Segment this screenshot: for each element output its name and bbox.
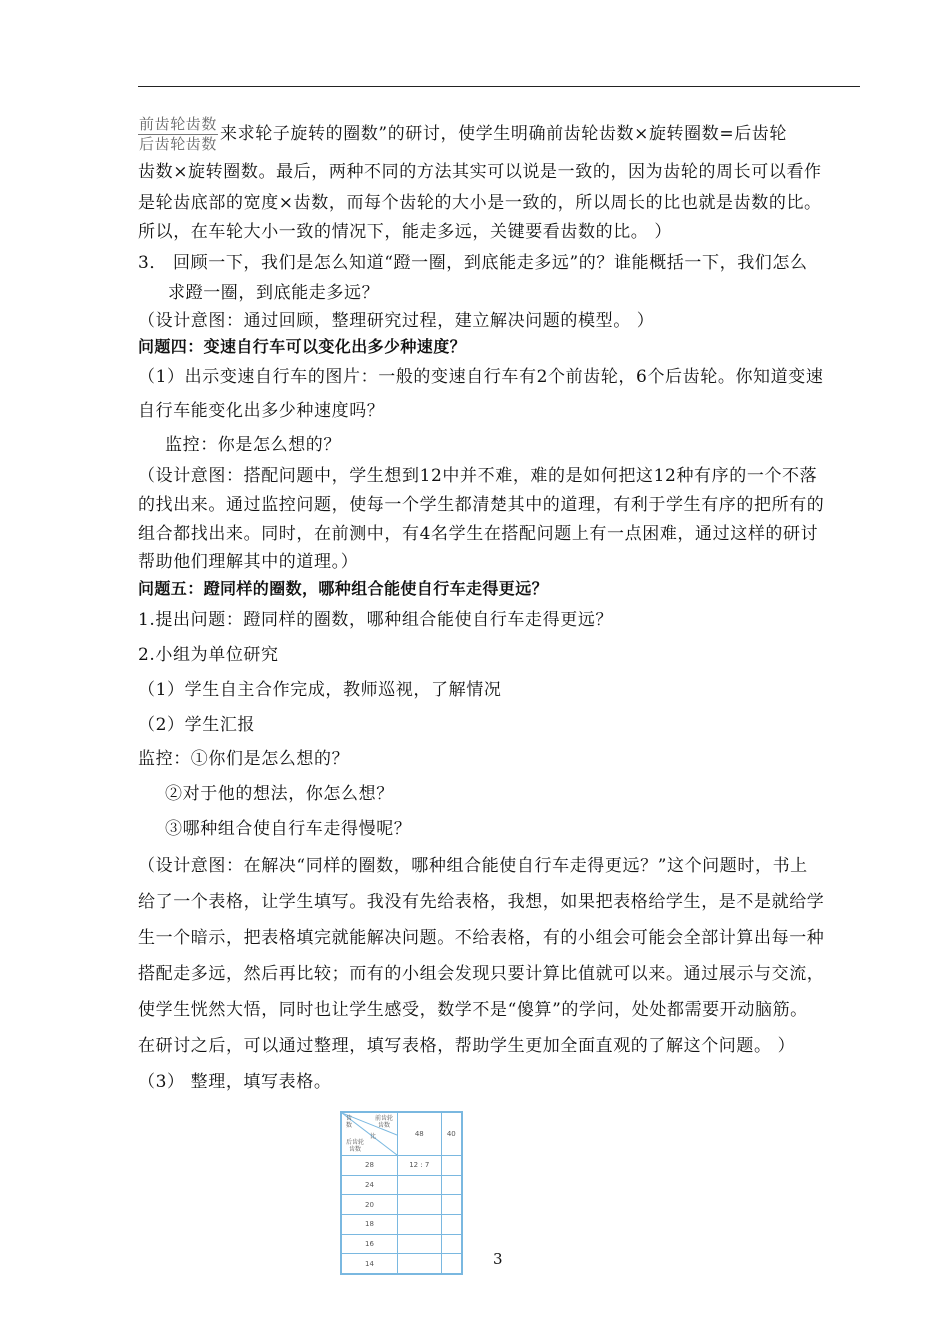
table-cell: [398, 1214, 442, 1234]
text-line: （设计意图：通过回顾，整理研究过程，建立解决问题的模型。 ）: [138, 311, 655, 331]
header-rule: [138, 86, 860, 87]
fraction-denominator: 后齿轮齿数: [139, 135, 218, 153]
corner-label-ratio: 比: [370, 1133, 377, 1140]
text-line: 自行车能变化出多少种速度吗？: [138, 401, 385, 421]
text-line: 给了一个表格，让学生填写。我没有先给表格，我想，如果把表格给学生，是不是就给学: [138, 892, 825, 912]
table-cell: [398, 1195, 442, 1215]
text-line: 搭配走多远，然后再比较；而有的小组会发现只要计算比值就可以来。通过展示与交流，: [138, 964, 825, 984]
text-line: ②对于他的想法，你怎么想？: [165, 784, 394, 804]
text-line: （2）学生汇报: [138, 715, 256, 735]
gear-ratio-fraction: [138, 116, 218, 153]
table-row: [342, 1254, 462, 1274]
text-line: 1.提出问题：蹬同样的圈数，哪种组合能使自行车走得更远？: [138, 610, 614, 630]
text-line: 所以，在车轮大小一致的情况下，能走多远，关键要看齿数的比。 ）: [138, 222, 673, 242]
row-header: 18: [342, 1214, 398, 1234]
corner-label-front-gear: 前齿轮齿数: [374, 1115, 393, 1129]
text-line: （1）出示变速自行车的图片：一般的变速自行车有2个前齿轮，6个后齿轮。你知道变速: [138, 367, 824, 387]
table-cell: [441, 1175, 461, 1195]
row-header: 16: [342, 1234, 398, 1254]
corner-label-teeth: 齿数: [345, 1115, 352, 1129]
table-cell: [441, 1254, 461, 1274]
corner-label-rear-gear: 后齿轮齿数: [345, 1139, 364, 1153]
page-number: 3: [493, 1250, 503, 1268]
text-line: （设计意图：在解决“同样的圈数，哪种组合能使自行车走得更远？”这个问题时，书上: [138, 856, 808, 876]
column-header: 40: [441, 1113, 461, 1156]
table-cell: 12 : 7: [398, 1156, 442, 1176]
text-line: （1）学生自主合作完成，教师巡视，了解情况: [138, 680, 502, 700]
table-row: [342, 1156, 462, 1176]
table-row: [342, 1234, 462, 1254]
text-line: 2.小组为单位研究: [138, 645, 279, 665]
row-header: 14: [342, 1254, 398, 1274]
table-cell: [398, 1254, 442, 1274]
text-line: 使学生恍然大悟，同时也让学生感受，数学不是“傻算”的学问，处处都需要开动脑筋。: [138, 1000, 808, 1020]
row-header: 20: [342, 1195, 398, 1215]
text-line: 在研讨之后，可以通过整理，填写表格，帮助学生更加全面直观的了解这个问题。 ）: [138, 1036, 796, 1056]
section-heading: 问题五：蹬同样的圈数，哪种组合能使自行车走得更远？: [138, 579, 549, 598]
table-cell: [398, 1234, 442, 1254]
table-cell: [441, 1214, 461, 1234]
text-line: 是轮齿底部的宽度×齿数，而每个齿轮的大小是一致的，所以周长的比也就是齿数的比。: [138, 193, 822, 213]
table-row: [342, 1214, 462, 1234]
text-line: 帮助他们理解其中的道理。）: [138, 552, 359, 572]
text-line: 齿数×旋转圈数。最后，两种不同的方法其实可以说是一致的，因为齿轮的周长可以看作: [138, 162, 822, 182]
text-line: 3． 回顾一下，我们是怎么知道“蹬一圈，到底能走多远”的？谁能概括一下，我们怎么: [138, 253, 808, 273]
fraction-numerator: 前齿轮齿数: [139, 115, 218, 133]
text-line: 组合都找出来。同时，在前测中，有4名学生在搭配问题上有一点困难，通过这样的研讨: [138, 524, 819, 544]
text-line: 监控：①你们是怎么想的？: [138, 749, 350, 769]
table-row: [342, 1175, 462, 1195]
text-line: （设计意图：搭配问题中，学生想到12中并不难，难的是如何把这12种有序的一个不落: [138, 466, 818, 486]
text-line: 生一个暗示，把表格填完就能解决问题。不给表格，有的小组会可能会全部计算出每一种: [138, 928, 825, 948]
table-corner-header: [342, 1113, 398, 1156]
text-line: （3） 整理，填写表格。: [138, 1072, 332, 1092]
table-cell: [441, 1156, 461, 1176]
row-header: 24: [342, 1175, 398, 1195]
text-line: 监控：你是怎么想的？: [165, 435, 341, 455]
text-line-content: 来求轮子旋转的圈数”的研讨，使学生明确前齿轮齿数×旋转圈数=后齿轮: [220, 124, 787, 144]
section-heading: 问题四：变速自行车可以变化出多少种速度？: [138, 337, 467, 356]
table-cell: [398, 1175, 442, 1195]
text-line: 求蹬一圈，到底能走多远？: [168, 283, 380, 303]
column-header: 48: [398, 1113, 442, 1156]
gear-ratio-table: [340, 1111, 463, 1275]
text-line: [138, 116, 860, 153]
table-cell: [441, 1234, 461, 1254]
table-row: [342, 1195, 462, 1215]
table-cell: [441, 1195, 461, 1215]
text-line: ③哪种组合使自行车走得慢呢？: [165, 819, 412, 839]
text-line: 的找出来。通过监控问题，使每一个学生都清楚其中的道理，有利于学生有序的把所有的: [138, 495, 825, 515]
row-header: 28: [342, 1156, 398, 1176]
